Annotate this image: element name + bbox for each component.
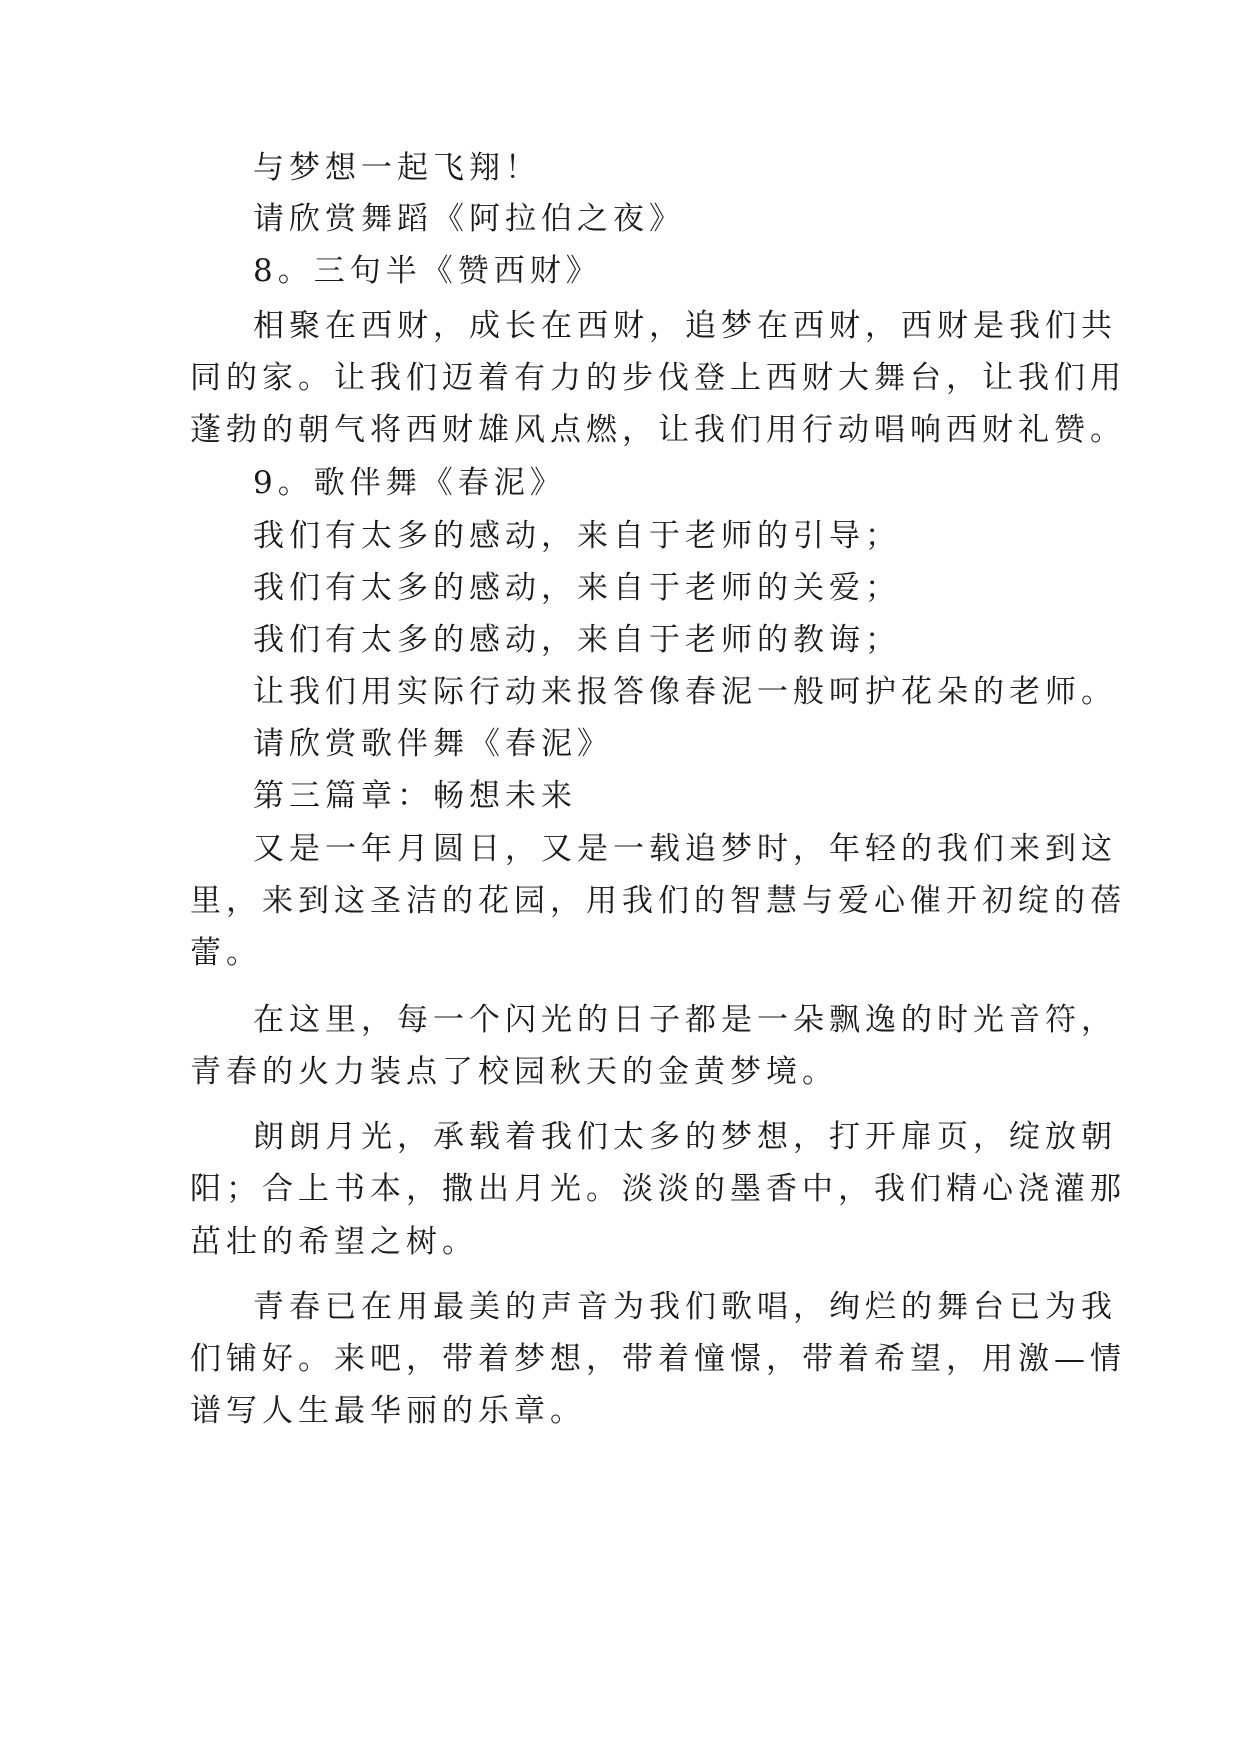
text-line: 我们有太多的感动，来自于老师的教诲； xyxy=(253,622,901,658)
text-line: 谱写人生最华丽的乐章。 xyxy=(190,1393,586,1429)
text-line: 与梦想一起飞翔！ xyxy=(253,150,541,186)
text-line: 我们有太多的感动，来自于老师的关爱； xyxy=(253,570,901,606)
text-line: 又是一年月圆日，又是一载追梦时，年轻的我们来到这 xyxy=(253,831,1117,867)
text-line: 青春的火力装点了校园秋天的金黄梦境。 xyxy=(190,1054,838,1090)
text-line: 里，来到这圣洁的花园，用我们的智慧与爱心催开初绽的蓓 xyxy=(190,883,1126,919)
text-line: 青春已在用最美的声音为我们歌唱，绚烂的舞台已为我 xyxy=(253,1289,1117,1325)
chapter-heading: 第三篇章：畅想未来 xyxy=(253,778,577,814)
text-line: 我们有太多的感动，来自于老师的引导； xyxy=(253,518,901,554)
section-heading: 9。歌伴舞《春泥》 xyxy=(253,465,566,501)
text-line: 阳；合上书本，撒出月光。淡淡的墨香中，我们精心浇灌那 xyxy=(190,1171,1126,1207)
text-line: 让我们用实际行动来报答像春泥一般呵护花朵的老师。 xyxy=(253,674,1117,710)
text-line: 请欣赏歌伴舞《春泥》 xyxy=(253,726,613,762)
text-line: 相聚在西财，成长在西财，追梦在西财，西财是我们共 xyxy=(253,308,1117,344)
text-line: 蕾。 xyxy=(190,935,262,971)
text-line: 们铺好。来吧，带着梦想，带着憧憬，带着希望，用激—情 xyxy=(190,1341,1126,1377)
text-line: 同的家。让我们迈着有力的步伐登上西财大舞台，让我们用 xyxy=(190,360,1126,396)
text-line: 在这里，每一个闪光的日子都是一朵飘逸的时光音符， xyxy=(253,1002,1117,1038)
text-line: 蓬勃的朝气将西财雄风点燃，让我们用行动唱响西财礼赞。 xyxy=(190,412,1126,448)
text-line: 朗朗月光，承载着我们太多的梦想，打开扉页，绽放朝 xyxy=(253,1119,1117,1155)
text-line: 请欣赏舞蹈《阿拉伯之夜》 xyxy=(253,201,685,237)
text-line: 茁壮的希望之树。 xyxy=(190,1224,478,1260)
section-heading: 8。三句半《赞西财》 xyxy=(253,253,602,289)
